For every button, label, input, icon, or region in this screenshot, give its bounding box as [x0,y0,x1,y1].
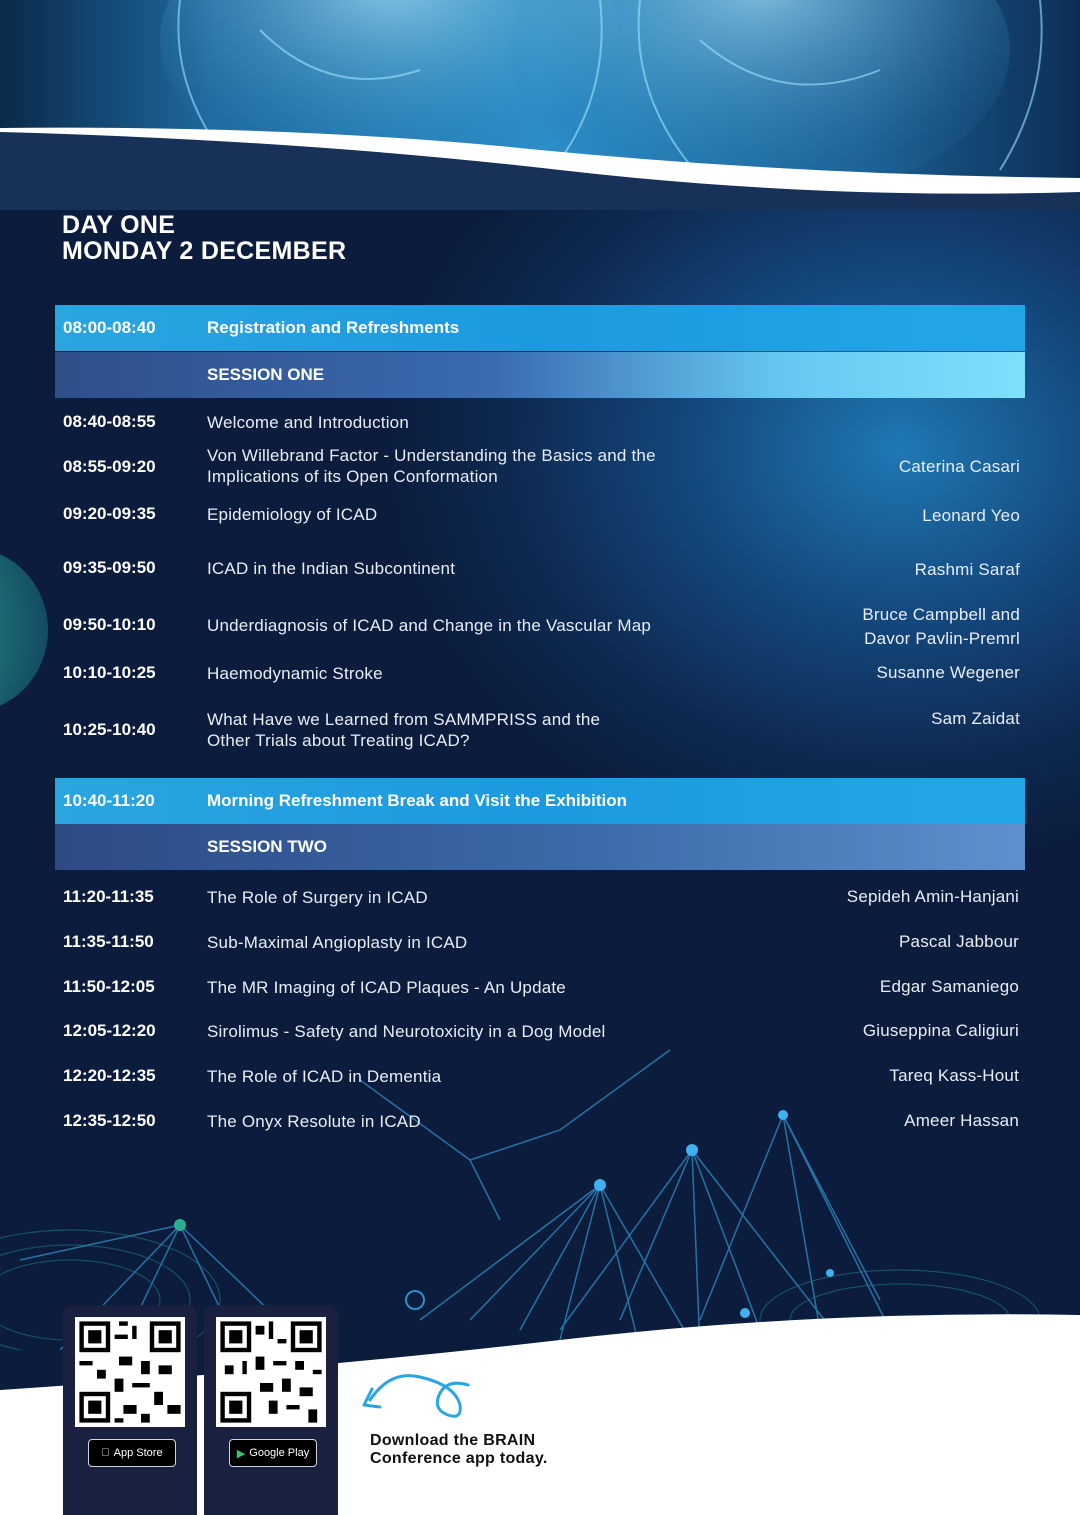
item-speaker: Sam Zaidat [931,709,1020,728]
item-title: Underdiagnosis of ICAD and Change in the Vascular Map [207,616,652,635]
session-one-band [55,352,1025,398]
break-band [55,778,1025,824]
curved-arrow-icon [360,1365,480,1425]
band-time: 08:00-08:40 [63,318,156,337]
item-title: The Onyx Resolute in ICAD [207,1112,421,1131]
item-time: 11:35-11:50 [63,932,154,951]
item-time: 09:20-09:35 [63,504,156,523]
item-speaker: Edgar Samaniego [879,977,1019,996]
item-time: 12:35-12:50 [63,1111,156,1130]
apple-icon [101,1447,109,1459]
appstore-badge[interactable] [88,1439,176,1467]
appstore-qr-code[interactable] [75,1317,185,1427]
item-title: The Role of ICAD in Dementia [207,1067,442,1086]
item-title: Epidemiology of ICAD [207,505,378,524]
item-time: 10:25-10:40 [63,720,156,739]
googleplay-badge[interactable] [229,1439,317,1467]
session-one-label: SESSION ONE [207,365,325,384]
item-title: Haemodynamic Stroke [207,664,383,683]
item-title: What Have we Learned from SAMMPRISS and the Other Trials about Treating ICAD? [207,710,601,750]
item-title: Sub-Maximal Angioplasty in ICAD [207,933,468,952]
item-title: ICAD in the Indian Subcontinent [207,559,456,578]
item-speaker: Sepideh Amin-Hanjani [846,887,1019,906]
header-brain-image [0,0,1080,210]
googleplay-qr-code[interactable] [216,1317,326,1427]
item-title: The Role of Surgery in ICAD [207,888,428,907]
item-speaker: Rashmi Saraf [914,560,1020,579]
download-app-text [370,1432,548,1468]
item-speaker: Tareq Kass-Hout [889,1066,1019,1085]
band-label: Morning Refreshment Break and Visit the Exhibition [207,791,628,810]
item-title: Sirolimus - Safety and Neurotoxicity in a Dog Model [207,1022,606,1041]
session-two-band [55,824,1025,870]
googleplay-label: Google Play [249,1447,310,1459]
item-speaker: Ameer Hassan [904,1111,1019,1130]
item-speaker: Susanne Wegener [876,663,1020,682]
item-time: 09:35-09:50 [63,558,156,577]
item-speaker-line2: Davor Pavlin-Premrl [864,629,1020,648]
item-time: 12:05-12:20 [63,1021,156,1040]
item-speaker-line1: Bruce Campbell and [862,605,1020,624]
day-title [62,212,346,264]
item-title: Von Willebrand Factor - Understanding the Basics and the Implications of its Open Conformation [207,446,656,486]
day-label: DAY ONE [62,211,176,239]
item-speaker: Giuseppina Caligiuri [862,1021,1019,1040]
item-time: 11:20-11:35 [63,887,154,906]
item-time: 09:50-10:10 [63,615,156,634]
item-time: 12:20-12:35 [63,1066,156,1085]
band-time: 10:40-11:20 [63,791,155,810]
item-time: 10:10-10:25 [63,663,156,682]
registration-band [55,305,1025,351]
decorative-arc [0,545,60,715]
appstore-qr-card[interactable] [63,1305,197,1515]
play-icon: ▶ [236,1447,246,1460]
appstore-label: App Store [109,1447,159,1459]
item-speaker: Leonard Yeo [922,506,1020,525]
download-line1: Download the BRAIN [370,1432,536,1449]
session-two-label: SESSION TWO [207,837,327,856]
item-time: 11:50-12:05 [63,977,155,996]
item-time: 08:40-08:55 [63,412,156,431]
item-title: Welcome and Introduction [207,413,409,432]
item-speaker: Pascal Jabbour [899,932,1019,951]
item-time: 08:55-09:20 [63,457,156,476]
download-line2: Conference app today. [370,1450,548,1467]
googleplay-qr-card[interactable] [204,1305,338,1515]
band-label: Registration and Refreshments [207,318,460,337]
item-speaker: Caterina Casari [898,457,1020,476]
item-title: The MR Imaging of ICAD Plaques - An Update [207,978,566,997]
date-label: MONDAY 2 DECEMBER [62,237,347,265]
